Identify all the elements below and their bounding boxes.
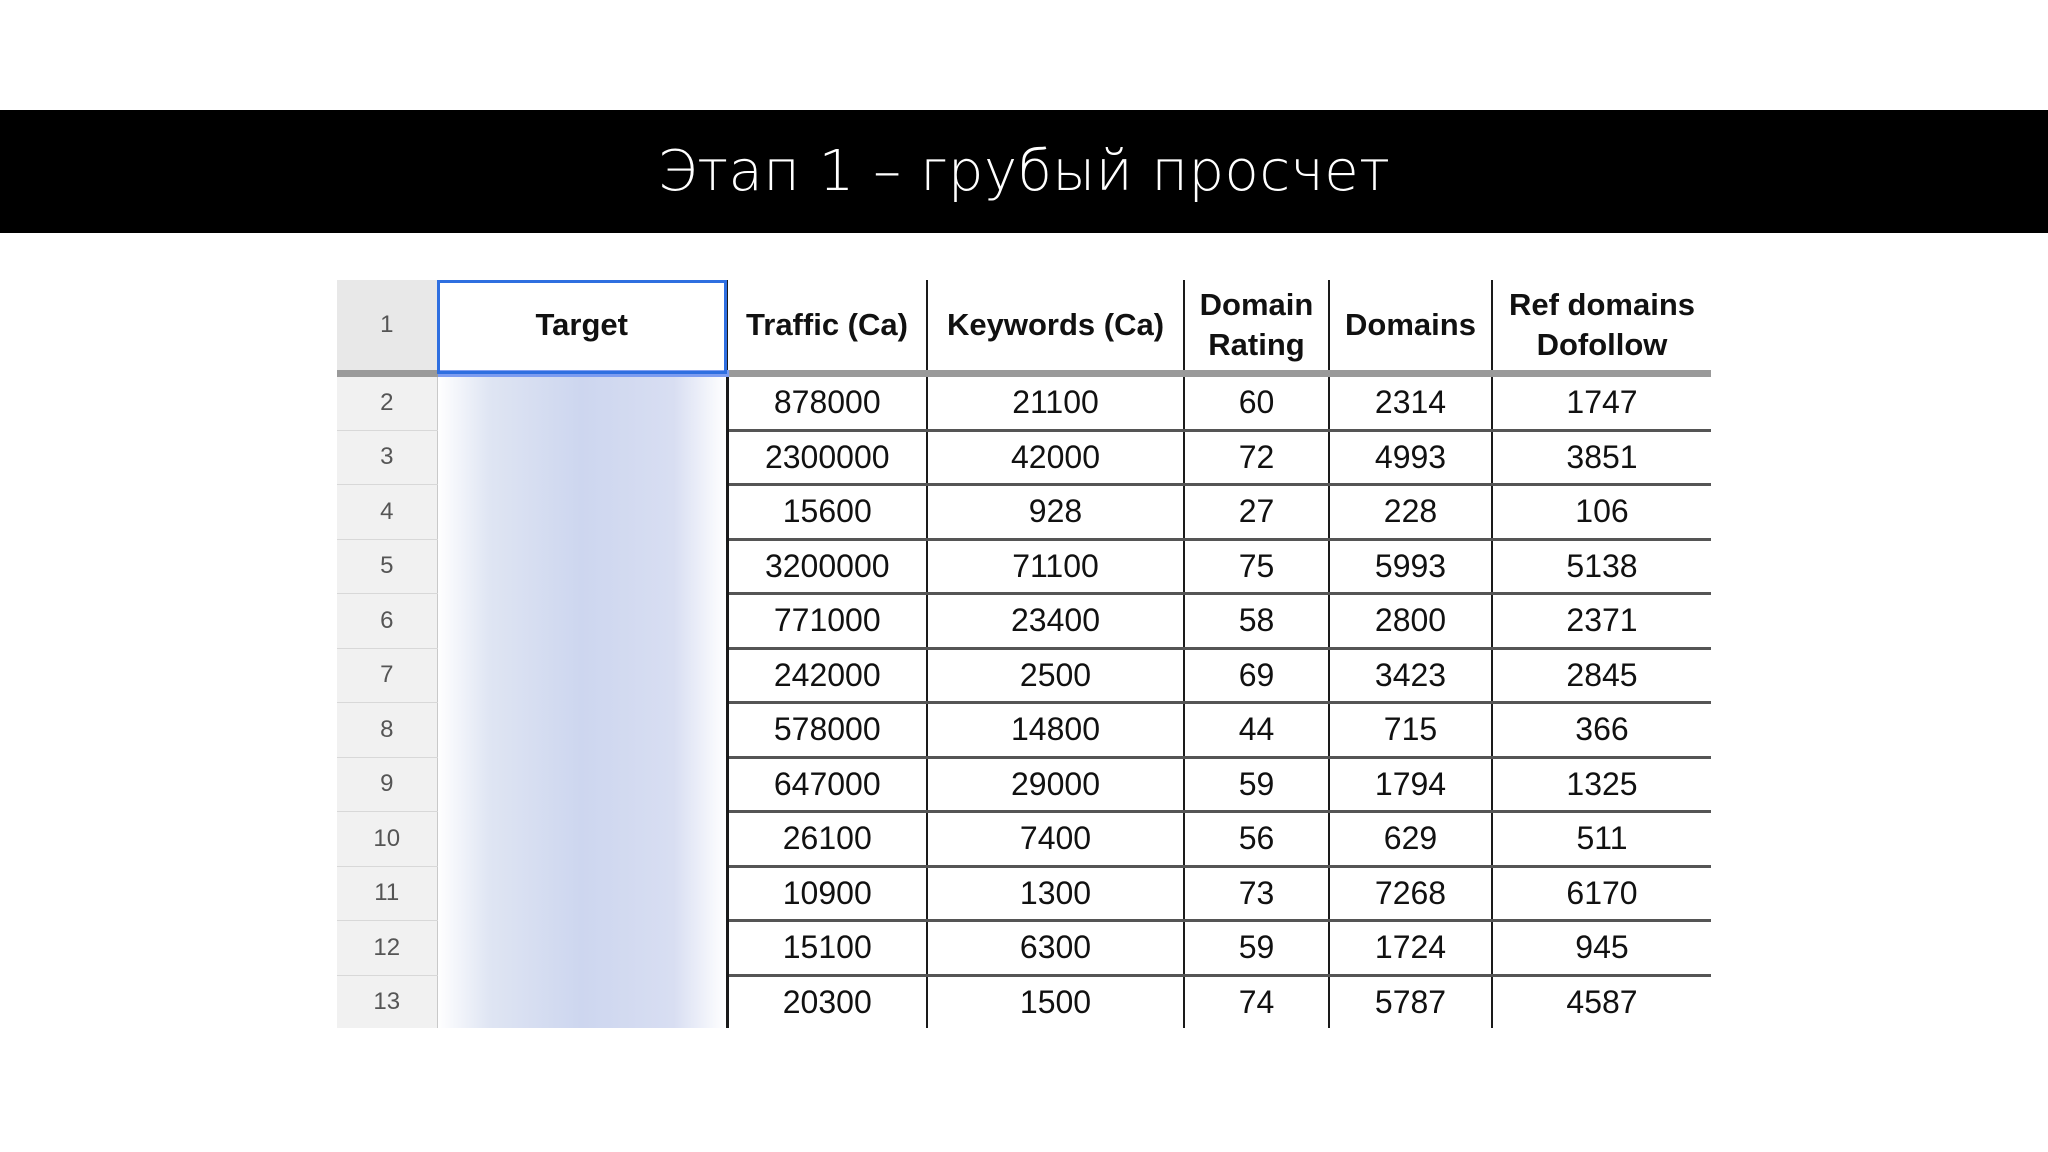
table-row xyxy=(337,812,1711,867)
domain-rating-cell[interactable]: 69 xyxy=(1184,648,1329,703)
row-number: 4 xyxy=(337,485,437,540)
slide-title: Этап 1 – грубый просчет xyxy=(657,139,1391,204)
column-header-traffic[interactable]: Traffic (Ca) xyxy=(727,280,927,374)
keywords-cell[interactable]: 2500 xyxy=(927,648,1184,703)
table-row xyxy=(337,374,1711,431)
row-number: 3 xyxy=(337,430,437,485)
ref-domains-cell[interactable]: 1747 xyxy=(1492,374,1711,431)
target-cell-blurred[interactable] xyxy=(437,648,727,703)
column-header-ref-domains[interactable] xyxy=(1492,280,1711,374)
ref-domains-cell[interactable]: 2845 xyxy=(1492,648,1711,703)
column-header-domains[interactable]: Domains xyxy=(1329,280,1492,374)
ref-domains-cell[interactable]: 6170 xyxy=(1492,866,1711,921)
target-cell-blurred[interactable] xyxy=(437,812,727,867)
ref-domains-cell[interactable]: 1325 xyxy=(1492,757,1711,812)
keywords-cell[interactable]: 23400 xyxy=(927,594,1184,649)
target-cell-blurred[interactable] xyxy=(437,757,727,812)
traffic-cell[interactable]: 15100 xyxy=(727,921,927,976)
row-number: 10 xyxy=(337,812,437,867)
traffic-cell[interactable]: 3200000 xyxy=(727,539,927,594)
table-row xyxy=(337,757,1711,812)
keywords-cell[interactable]: 1300 xyxy=(927,866,1184,921)
domain-rating-cell[interactable]: 58 xyxy=(1184,594,1329,649)
ref-domains-cell[interactable]: 5138 xyxy=(1492,539,1711,594)
ref-domains-cell[interactable]: 945 xyxy=(1492,921,1711,976)
traffic-cell[interactable]: 242000 xyxy=(727,648,927,703)
domains-cell[interactable]: 4993 xyxy=(1329,430,1492,485)
target-cell-blurred[interactable] xyxy=(437,866,727,921)
ref-domains-label-line2: Dofollow xyxy=(1536,327,1668,362)
ref-domains-label-line1: Ref domains xyxy=(1508,287,1696,322)
column-header-keywords[interactable]: Keywords (Ca) xyxy=(927,280,1184,374)
row-number: 11 xyxy=(337,866,437,921)
traffic-cell[interactable]: 647000 xyxy=(727,757,927,812)
domain-rating-label-line2: Rating xyxy=(1208,327,1305,362)
table-row xyxy=(337,975,1711,1028)
ref-domains-cell[interactable]: 511 xyxy=(1492,812,1711,867)
traffic-cell[interactable]: 771000 xyxy=(727,594,927,649)
table-row xyxy=(337,594,1711,649)
domains-cell[interactable]: 1794 xyxy=(1329,757,1492,812)
traffic-cell[interactable]: 15600 xyxy=(727,485,927,540)
title-bar xyxy=(0,110,2048,233)
row-number: 8 xyxy=(337,703,437,758)
column-header-target[interactable]: Target xyxy=(437,280,727,374)
domain-rating-cell[interactable]: 27 xyxy=(1184,485,1329,540)
table-row xyxy=(337,430,1711,485)
data-table xyxy=(337,280,1711,1028)
domain-rating-label-line1: Domain xyxy=(1199,287,1314,322)
target-cell-blurred[interactable] xyxy=(437,703,727,758)
table-row xyxy=(337,539,1711,594)
target-cell-blurred[interactable] xyxy=(437,594,727,649)
domains-cell[interactable]: 3423 xyxy=(1329,648,1492,703)
target-cell-blurred[interactable] xyxy=(437,921,727,976)
keywords-cell[interactable]: 29000 xyxy=(927,757,1184,812)
keywords-cell[interactable]: 1500 xyxy=(927,975,1184,1028)
domains-cell[interactable]: 5993 xyxy=(1329,539,1492,594)
keywords-cell[interactable]: 928 xyxy=(927,485,1184,540)
header-row xyxy=(337,280,1711,374)
domains-cell[interactable]: 228 xyxy=(1329,485,1492,540)
traffic-cell[interactable]: 20300 xyxy=(727,975,927,1028)
ref-domains-cell[interactable]: 366 xyxy=(1492,703,1711,758)
domain-rating-cell[interactable]: 74 xyxy=(1184,975,1329,1028)
domains-cell[interactable]: 2314 xyxy=(1329,374,1492,431)
traffic-cell[interactable]: 878000 xyxy=(727,374,927,431)
domains-cell[interactable]: 2800 xyxy=(1329,594,1492,649)
keywords-cell[interactable]: 6300 xyxy=(927,921,1184,976)
domains-cell[interactable]: 1724 xyxy=(1329,921,1492,976)
row-number: 2 xyxy=(337,374,437,431)
ref-domains-cell[interactable]: 3851 xyxy=(1492,430,1711,485)
row-number: 7 xyxy=(337,648,437,703)
domain-rating-cell[interactable]: 59 xyxy=(1184,757,1329,812)
column-header-domain-rating[interactable] xyxy=(1184,280,1329,374)
domain-rating-cell[interactable]: 59 xyxy=(1184,921,1329,976)
domain-rating-cell[interactable]: 73 xyxy=(1184,866,1329,921)
keywords-cell[interactable]: 14800 xyxy=(927,703,1184,758)
domains-cell[interactable]: 5787 xyxy=(1329,975,1492,1028)
target-cell-blurred[interactable] xyxy=(437,374,727,431)
ref-domains-cell[interactable]: 106 xyxy=(1492,485,1711,540)
row-number: 6 xyxy=(337,594,437,649)
row-number: 5 xyxy=(337,539,437,594)
ref-domains-cell[interactable]: 2371 xyxy=(1492,594,1711,649)
target-cell-blurred[interactable] xyxy=(437,539,727,594)
domains-cell[interactable]: 715 xyxy=(1329,703,1492,758)
table-row xyxy=(337,921,1711,976)
domain-rating-cell[interactable]: 72 xyxy=(1184,430,1329,485)
traffic-cell[interactable]: 10900 xyxy=(727,866,927,921)
target-cell-blurred[interactable] xyxy=(437,975,727,1028)
target-cell-blurred[interactable] xyxy=(437,485,727,540)
spreadsheet-screenshot xyxy=(337,280,1711,1020)
domain-rating-cell[interactable]: 75 xyxy=(1184,539,1329,594)
table-row xyxy=(337,703,1711,758)
row-number: 13 xyxy=(337,975,437,1028)
table-row xyxy=(337,485,1711,540)
ref-domains-cell[interactable]: 4587 xyxy=(1566,983,1638,1020)
domain-rating-cell[interactable]: 56 xyxy=(1184,812,1329,867)
domain-rating-cell[interactable]: 60 xyxy=(1184,374,1329,431)
keywords-cell[interactable]: 71100 xyxy=(927,539,1184,594)
row-number: 12 xyxy=(337,921,437,976)
keywords-cell[interactable]: 21100 xyxy=(927,374,1184,431)
traffic-cell[interactable]: 578000 xyxy=(727,703,927,758)
traffic-cell[interactable]: 26100 xyxy=(727,812,927,867)
table-row xyxy=(337,648,1711,703)
target-cell-blurred[interactable] xyxy=(437,430,727,485)
domains-cell[interactable]: 7268 xyxy=(1329,866,1492,921)
domain-rating-cell[interactable]: 44 xyxy=(1184,703,1329,758)
keywords-cell[interactable]: 42000 xyxy=(927,430,1184,485)
traffic-cell[interactable]: 2300000 xyxy=(727,430,927,485)
domains-cell[interactable]: 629 xyxy=(1329,812,1492,867)
table-row xyxy=(337,866,1711,921)
row-number: 9 xyxy=(337,757,437,812)
row-number-header: 1 xyxy=(337,280,437,374)
table-body xyxy=(337,374,1711,1029)
keywords-cell[interactable]: 7400 xyxy=(927,812,1184,867)
